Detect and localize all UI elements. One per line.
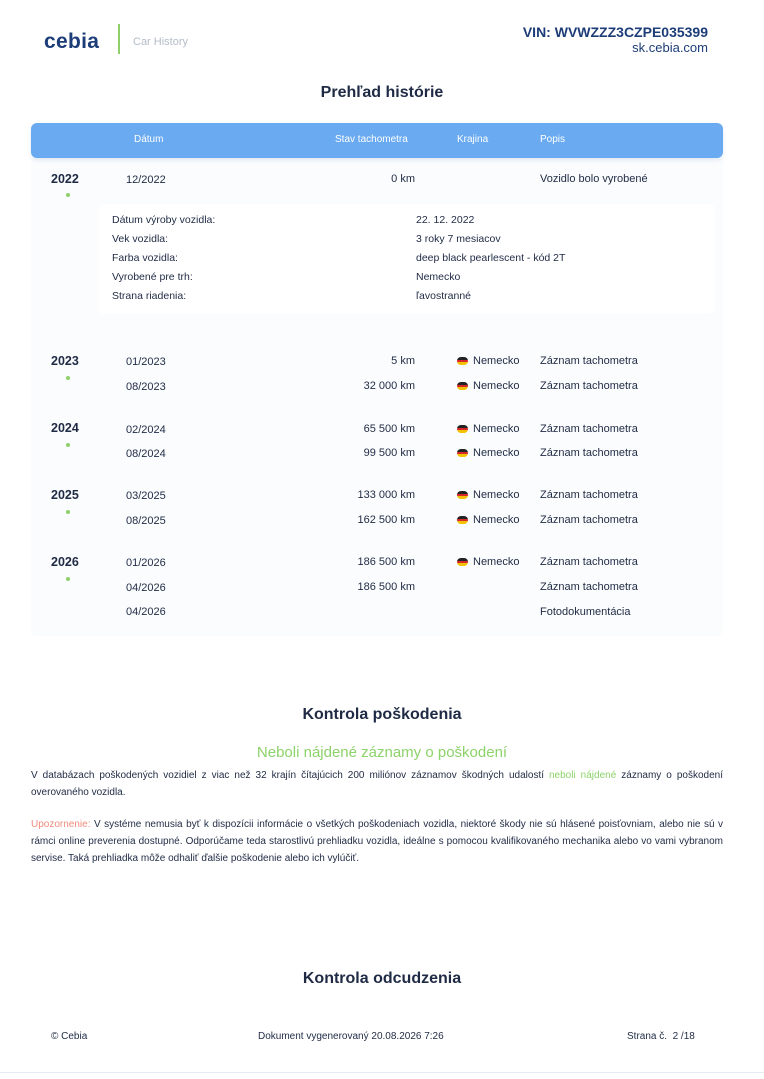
damage-paragraph <box>31 767 723 801</box>
detail-value: ľavostranné <box>416 290 472 302</box>
row-odometer: 162 500 km <box>357 514 415 526</box>
row-odometer: 65 500 km <box>363 423 415 435</box>
theft-title: Kontrola odcudzenia <box>302 970 462 987</box>
row-date: 04/2026 <box>126 582 166 594</box>
row-country <box>457 380 519 392</box>
damage-text: záznamy o poškodení overovaného vozidla. <box>31 770 723 798</box>
website: sk.cebia.com <box>632 40 708 55</box>
footer-page-number: Strana č. 2 /18 <box>627 1031 695 1042</box>
damage-result: Neboli nájdené záznamy o poškodení <box>256 744 508 761</box>
germany-flag-icon <box>457 382 468 390</box>
row-date: 04/2026 <box>126 606 166 618</box>
damage-highlight: neboli nájdené <box>549 770 617 781</box>
detail-label: Vek vozidla: <box>112 233 169 245</box>
year-label: 2026 <box>51 555 79 569</box>
year-label: 2022 <box>51 172 79 186</box>
row-date: 12/2022 <box>126 174 166 186</box>
germany-flag-icon <box>457 357 468 365</box>
year-dot <box>66 577 70 581</box>
row-date: 08/2025 <box>126 515 166 527</box>
row-odometer: 186 500 km <box>357 556 415 568</box>
row-country-label: Nemecko <box>473 489 520 501</box>
row-date: 01/2023 <box>126 356 166 368</box>
row-country-label: Nemecko <box>473 447 520 459</box>
cebia-logo: cebia <box>44 30 100 53</box>
warning-label: Upozornenie: <box>31 819 91 830</box>
history-table-header <box>31 123 723 158</box>
logo-divider <box>118 24 120 54</box>
row-date: 01/2026 <box>126 557 166 569</box>
year-label: 2024 <box>51 421 79 435</box>
page-edge <box>0 1072 764 1073</box>
row-date: 03/2025 <box>126 490 166 502</box>
warning-paragraph <box>31 816 723 867</box>
warning-text: V systéme nemusia byť k dispozícii informácie o všetkých poškodeniach vozidla, niektoré škody nie sú hlásené poisťovniam, alebo nie sú v rámci online preverenia dostupné. Odporúčame teda starostlivú prehliadku vozidla, ideálne s pomocou kvalifikovaného mechanika alebo vo vami vybranom servise. Taká prehliadka môže odhaliť ďalšie poškodenie alebo ich vylúčiť. <box>31 819 723 864</box>
germany-flag-icon <box>457 558 468 566</box>
row-odometer: 99 500 km <box>363 447 415 459</box>
row-date: 02/2024 <box>126 424 166 436</box>
detail-label: Dátum výroby vozidla: <box>112 214 216 226</box>
detail-label: Vyrobené pre trh: <box>112 271 193 283</box>
footer-copyright: © Cebia <box>51 1031 88 1042</box>
row-country <box>457 514 519 526</box>
detail-label: Farba vozidla: <box>112 252 178 264</box>
germany-flag-icon <box>457 425 468 433</box>
damage-text: V databázach poškodených vozidiel z viac než 32 krajín čítajúcich 200 miliónov záznamov škodných udalostí <box>31 770 549 781</box>
row-odometer: 186 500 km <box>357 581 415 593</box>
year-label: 2025 <box>51 488 79 502</box>
row-date: 08/2024 <box>126 448 166 460</box>
year-dot <box>66 193 70 197</box>
row-country <box>457 355 519 367</box>
col-country: Krajina <box>457 134 489 145</box>
row-country-label: Nemecko <box>473 514 520 526</box>
footer-generated: Dokument vygenerovaný 20.08.2026 7:26 <box>258 1031 444 1042</box>
row-country-label: Nemecko <box>473 380 520 392</box>
germany-flag-icon <box>457 516 468 524</box>
detail-value: 22. 12. 2022 <box>416 214 475 226</box>
row-description: Fotodokumentácia <box>540 606 631 618</box>
row-country <box>457 489 519 501</box>
row-date: 08/2023 <box>126 381 166 393</box>
row-description: Záznam tachometra <box>540 489 638 501</box>
year-dot <box>66 510 70 514</box>
damage-title: Kontrola poškodenia <box>302 706 462 723</box>
row-odometer: 0 km <box>391 173 415 185</box>
col-date: Dátum <box>134 134 164 145</box>
row-country <box>457 447 519 459</box>
row-description: Záznam tachometra <box>540 423 638 435</box>
year-label: 2023 <box>51 354 79 368</box>
year-dot <box>66 443 70 447</box>
row-odometer: 5 km <box>391 355 415 367</box>
detail-label: Strana riadenia: <box>112 290 187 302</box>
logo-subtitle: Car History <box>133 36 189 48</box>
row-description: Záznam tachometra <box>540 447 638 459</box>
row-description: Záznam tachometra <box>540 355 638 367</box>
row-country-label: Nemecko <box>473 355 520 367</box>
row-description: Záznam tachometra <box>540 380 638 392</box>
row-odometer: 133 000 km <box>357 489 415 501</box>
col-odometer: Stav tachometra <box>335 134 408 145</box>
year-dot <box>66 376 70 380</box>
detail-value: 3 roky 7 mesiacov <box>416 233 501 245</box>
history-title: Prehľad histórie <box>320 84 444 101</box>
row-description: Záznam tachometra <box>540 514 638 526</box>
germany-flag-icon <box>457 449 468 457</box>
row-description: Záznam tachometra <box>540 556 638 568</box>
detail-value: Nemecko <box>416 271 461 283</box>
row-country-label: Nemecko <box>473 556 520 568</box>
row-odometer: 32 000 km <box>363 380 415 392</box>
row-description: Vozidlo bolo vyrobené <box>540 173 648 185</box>
detail-value: deep black pearlescent - kód 2T <box>416 252 566 264</box>
row-country <box>457 423 519 435</box>
row-description: Záznam tachometra <box>540 581 638 593</box>
germany-flag-icon <box>457 491 468 499</box>
col-description: Popis <box>540 134 566 145</box>
row-country-label: Nemecko <box>473 423 520 435</box>
row-country <box>457 556 519 568</box>
vin-number: VIN: WVWZZZ3CZPE035399 <box>522 24 708 40</box>
